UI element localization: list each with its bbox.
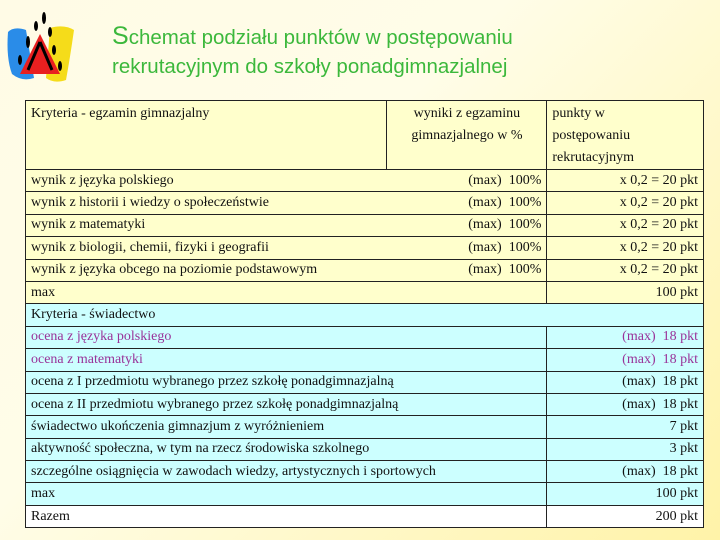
row-result: (max) 100% [468, 262, 542, 278]
row-points: x 0,2 = 20 pkt [547, 192, 704, 214]
table-row [26, 461, 704, 483]
total-label: Razem [26, 505, 547, 527]
row-label-cell [26, 192, 547, 214]
table-row [26, 326, 704, 348]
table-row [26, 192, 704, 214]
row-points: (max) 18 pkt [547, 461, 704, 483]
row-points: 100 pkt [547, 483, 704, 505]
exam-header-row [26, 101, 704, 170]
row-label: wynik z matematyki [31, 217, 146, 233]
row-label: wynik z języka obcego na poziomie podstawowym [31, 262, 318, 278]
row-result: (max) 100% [468, 239, 542, 255]
table-row [26, 214, 704, 236]
title-line-1: chemat podziału punktów w postępowaniu [128, 26, 513, 49]
row-points: x 0,2 = 20 pkt [547, 259, 704, 281]
row-points: (max) 18 pkt [547, 393, 704, 415]
row-points: (max) 18 pkt [547, 326, 704, 348]
row-label-cell [26, 237, 547, 259]
row-points: x 0,2 = 20 pkt [547, 170, 704, 192]
results-header-line: gimnazjalnego w % [411, 128, 523, 143]
row-label: aktywność społeczna, w tym na rzecz środowiska szkolnego [26, 438, 547, 460]
points-header-line: punkty w [552, 106, 605, 121]
certificate-header-row [26, 304, 704, 326]
results-header-line: wyniki z egzaminu [413, 106, 521, 121]
table-row [26, 393, 704, 415]
row-points: 7 pkt [547, 416, 704, 438]
table-row [26, 349, 704, 371]
points-header-line: rekrutacyjnym [552, 150, 634, 165]
school-logo [4, 8, 76, 84]
row-label-cell [26, 259, 547, 281]
points-table [25, 100, 704, 528]
row-label: wynik z języka polskiego [31, 172, 174, 188]
row-points: x 0,2 = 20 pkt [547, 237, 704, 259]
row-points: 100 pkt [547, 281, 704, 303]
row-result: (max) 100% [468, 217, 542, 233]
page-title [112, 22, 513, 81]
row-label: ocena z I przedmiotu wybranego przez szkołę ponadgimnazjalną [26, 371, 547, 393]
total-points: 200 pkt [547, 505, 704, 527]
table-row [26, 416, 704, 438]
table-row [26, 237, 704, 259]
row-result: (max) 100% [468, 195, 542, 211]
row-label: wynik z historii i wiedzy o społeczeństwie [31, 195, 269, 211]
row-label-cell [26, 170, 547, 192]
points-header-line: postępowaniu [552, 128, 631, 143]
table-row [26, 259, 704, 281]
row-points: 3 pkt [547, 438, 704, 460]
row-label: max [26, 483, 547, 505]
table-row [26, 371, 704, 393]
row-label: świadectwo ukończenia gimnazjum z wyróżnieniem [26, 416, 547, 438]
row-label: max [26, 281, 547, 303]
row-label-cell [26, 214, 547, 236]
table-row [26, 170, 704, 192]
points-header [547, 101, 704, 170]
title-initial: S [112, 22, 129, 50]
row-label: ocena z II przedmiotu wybranego przez szkołę ponadgimnazjalną [26, 393, 547, 415]
row-points: (max) 18 pkt [547, 349, 704, 371]
certificate-header: Kryteria - świadectwo [26, 304, 704, 326]
criteria-header: Kryteria - egzamin gimnazjalny [26, 101, 387, 170]
total-row [26, 505, 704, 527]
row-label: ocena z matematyki [26, 349, 547, 371]
row-points: (max) 18 pkt [547, 371, 704, 393]
table-row [26, 438, 704, 460]
exam-max-row [26, 281, 704, 303]
row-label: szczególne osiągnięcia w zawodach wiedzy, artystycznych i sportowych [26, 461, 547, 483]
title-line-2: rekrutacyjnym do szkoły ponadgimnazjalnej [112, 55, 508, 78]
results-header [387, 101, 547, 170]
row-label: ocena z języka polskiego [26, 326, 547, 348]
row-result: (max) 100% [468, 172, 542, 188]
row-points: x 0,2 = 20 pkt [547, 214, 704, 236]
row-label: wynik z biologii, chemii, fizyki i geografii [31, 239, 269, 255]
certificate-max-row [26, 483, 704, 505]
